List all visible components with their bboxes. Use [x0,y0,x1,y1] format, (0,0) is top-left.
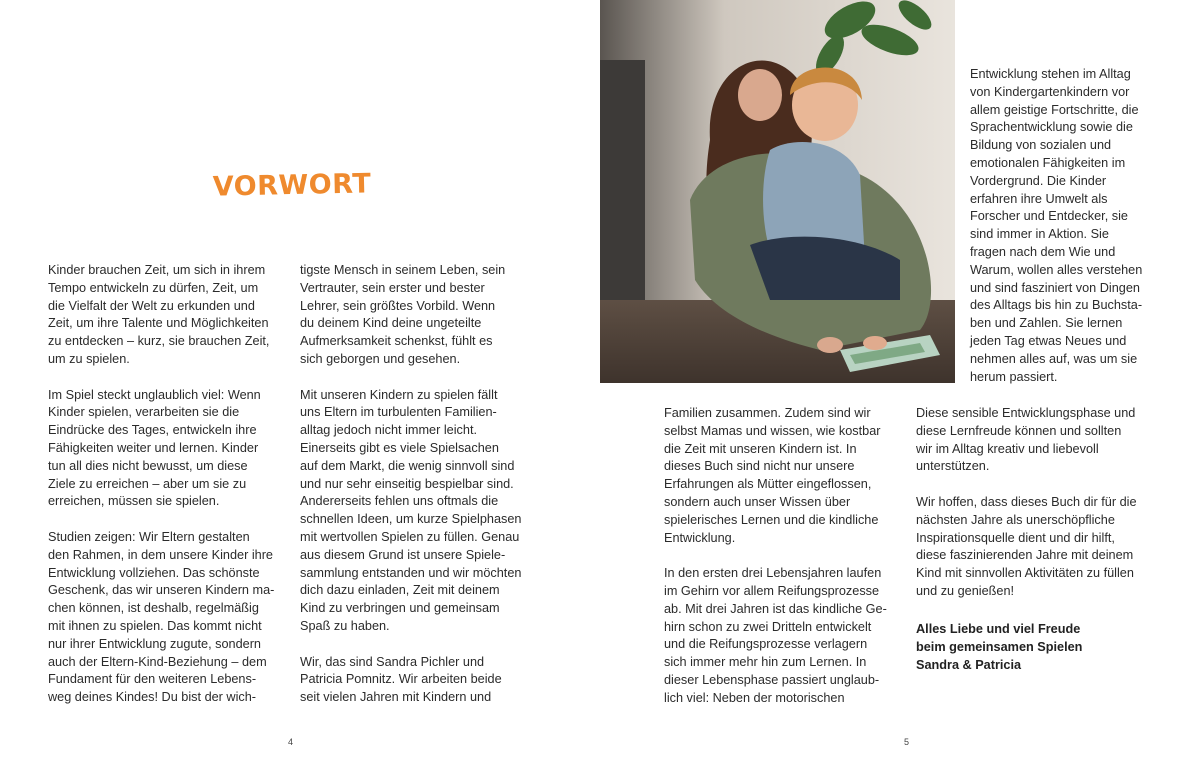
text-line: diese faszinierenden Jahre mit deinem [916,548,1134,563]
paragraph [48,262,284,369]
text-line: Forscher und Entdecker, sie [970,209,1128,224]
text-line: Entwicklung. [664,530,736,545]
text-line: chen können, ist deshalb, regelmäßig [48,601,259,616]
text-line: Mit unseren Kindern zu spielen fällt [300,387,498,402]
text-line: Spaß zu haben. [300,618,390,633]
paragraph [664,565,900,707]
text-line: erreichen, müssen sie spielen. [48,494,220,509]
text-line: Wir, das sind Sandra Pichler und [300,654,485,669]
text-line: lich viel: Neben der motorischen [664,690,845,705]
text-line: alltag jedoch nicht immer leicht. [300,423,477,438]
text-line: emotionalen Fähigkeiten im [970,155,1126,170]
paragraph [300,654,540,707]
text-line: Zeit, um ihre Talente und Möglichkeiten [48,316,269,331]
page-number-left: 4 [288,737,294,747]
text-line: und sind fasziniert von Dingen [970,280,1140,295]
text-line: tun all dies nicht bewusst, um diese [48,458,248,473]
text-line: nächsten Jahre als unerschöpfliche [916,512,1115,527]
text-line: des Alltags bis hin zu Buchsta- [970,298,1143,313]
page-number-right: 5 [904,737,910,747]
paragraph [916,405,1156,476]
signature-line: beim gemeinsamen Spielen [916,639,1083,654]
text-line: auf dem Markt, die wenig sinnvoll sind [300,458,515,473]
text-line: jeden Tag etwas Neues und [970,333,1127,348]
paragraph [48,529,284,707]
text-line: Erfahrungen als Mütter eingeflossen, [664,477,872,492]
text-line: Im Spiel steckt unglaublich viel: Wenn [48,387,261,402]
text-line: In den ersten drei Lebensjahren laufen [664,566,882,581]
text-line: Lehrer, sein größtes Vorbild. Wenn [300,298,496,313]
paragraph [664,405,900,547]
text-line: nur ihrer Entwicklung zugute, sondern [48,636,261,651]
right-column-2 [664,405,900,708]
text-line: dieser Lebensphase passiert unglaub- [664,672,880,687]
text-line: sammlung entstanden und wir möchten [300,565,522,580]
text-line: den Rahmen, in dem unsere Kinder ihre [48,547,273,562]
text-line: zu entdecken – kurz, sie brauchen Zeit, [48,334,270,349]
right-column-3 [916,405,1156,601]
text-line: Bildung von sozialen und [970,138,1112,153]
paragraph [300,262,540,369]
text-line: Eindrücke des Tages, entwickeln ihre [48,423,257,438]
text-line: hirn schon zu zwei Dritteln entwickelt [664,619,872,634]
signature-line: Alles Liebe und viel Freude [916,622,1081,636]
text-line: Entwicklung vollziehen. Das schönste [48,565,260,580]
text-line: Vordergrund. Die Kinder [970,173,1107,188]
text-line: uns Eltern im turbulenten Familien- [300,405,497,420]
text-line: du deinem Kind deine ungeteilte [300,316,482,331]
text-line: erfahren ihre Umwelt als [970,191,1108,206]
text-line: Einerseits gibt es viele Spielsachen [300,440,499,455]
text-line: Studien zeigen: Wir Eltern gestalten [48,529,250,544]
text-line: spielerisches Lernen und die kindliche [664,512,879,527]
text-line: ab. Mit drei Jahren ist das kindliche Ge- [664,601,887,616]
text-line: wir im Alltag kreativ und liebevoll [916,441,1099,456]
page-title: VORWORT [212,168,372,203]
text-line: die Zeit mit unseren Kindern ist. In [664,441,857,456]
text-line: tigste Mensch in seinem Leben, sein [300,263,506,277]
text-line: und nur sehr einseitig bespielbar sind. [300,476,514,491]
text-line: die Vielfalt der Welt zu erkunden und [48,298,255,313]
text-line: Sprachentwicklung sowie die [970,120,1133,135]
text-line: sondern auch unser Wissen über [664,494,851,509]
text-line: Fundament für den weiteren Lebens- [48,672,257,687]
text-line: fragen nach dem Wie und [970,244,1116,259]
text-line: und die Reifungsprozesse verlagern [664,637,868,652]
text-line: Kind zu verbringen und gemeinsam [300,601,500,616]
photo-illustration [600,0,955,383]
signature-line: Sandra & Patricia [916,657,1022,672]
text-line: weg deines Kindes! Du bist der wich- [48,690,257,705]
text-line: sich immer mehr hin zum Lernen. In [664,655,867,670]
text-line: dich dazu einladen, Zeit mit deinem [300,583,500,598]
left-column-1 [48,262,284,707]
text-line: nehmen alles auf, was um sie [970,351,1138,366]
text-line: Fähigkeiten weiter und lernen. Kinder [48,440,259,455]
text-line: seit vielen Jahren mit Kindern und [300,690,492,705]
text-line: schnellen Ideen, um kurze Spielphasen [300,512,522,527]
text-line: Kind mit sinnvollen Aktivitäten zu füllen [916,566,1134,581]
text-line: Inspirationsquelle dient und dir hilft, [916,530,1115,545]
paragraph [300,387,540,636]
text-line: diese Lernfreude können und sollten [916,423,1122,438]
text-line: aus diesem Grund ist unsere Spiele- [300,547,506,562]
text-line: sind immer in Aktion. Sie [970,227,1109,242]
text-line: Geschenk, das wir unseren Kindern ma- [48,583,275,598]
signature [916,621,1156,674]
paragraph [48,387,284,512]
text-line: um zu spielen. [48,351,130,366]
paragraph [916,494,1156,601]
text-line: Wir hoffen, dass dieses Buch dir für die [916,494,1137,509]
text-line: Entwicklung stehen im Alltag [970,67,1131,81]
text-line: auch der Eltern-Kind-Beziehung – dem [48,654,267,669]
text-line: herum passiert. [970,369,1058,384]
text-line: ben und Zahlen. Sie lernen [970,316,1123,331]
paragraph [970,66,1160,386]
text-line: Kinder spielen, verarbeiten sie die [48,405,240,420]
left-column-2 [300,262,540,707]
text-line: dieses Buch sind nicht nur unsere [664,459,855,474]
mother-child-photo [600,0,955,383]
text-line: sich geborgen und gesehen. [300,351,461,366]
text-line: allem geistige Fortschritte, die [970,102,1139,117]
text-line: Tempo entwickeln zu dürfen, Zeit, um [48,280,259,295]
text-line: von Kindergartenkindern vor [970,84,1130,99]
right-column-1 [970,66,1160,386]
text-line: mit wertvollen Spielen zu füllen. Genau [300,529,520,544]
text-line: im Gehirn vor allem Reifungsprozesse [664,583,880,598]
text-line: selbst Mamas und wissen, wie kostbar [664,423,881,438]
text-line: Kinder brauchen Zeit, um sich in ihrem [48,263,266,277]
text-line: mit ihnen zu spielen. Das kommt nicht [48,618,262,633]
text-line: Andererseits fehlen uns oftmals die [300,494,499,509]
text-line: Ziele zu erreichen – aber um sie zu [48,476,247,491]
text-line: Patricia Pomnitz. Wir arbeiten beide [300,672,502,687]
text-line: und zu genießen! [916,583,1015,598]
text-line: unterstützen. [916,459,990,474]
text-line: Diese sensible Entwicklungsphase und [916,406,1136,420]
text-line: Warum, wollen alles verstehen [970,262,1143,277]
text-line: Vertrauter, sein erster und bester [300,280,485,295]
text-line: Familien zusammen. Zudem sind wir [664,406,871,420]
text-line: Aufmerksamkeit schenkst, fühlt es [300,334,493,349]
